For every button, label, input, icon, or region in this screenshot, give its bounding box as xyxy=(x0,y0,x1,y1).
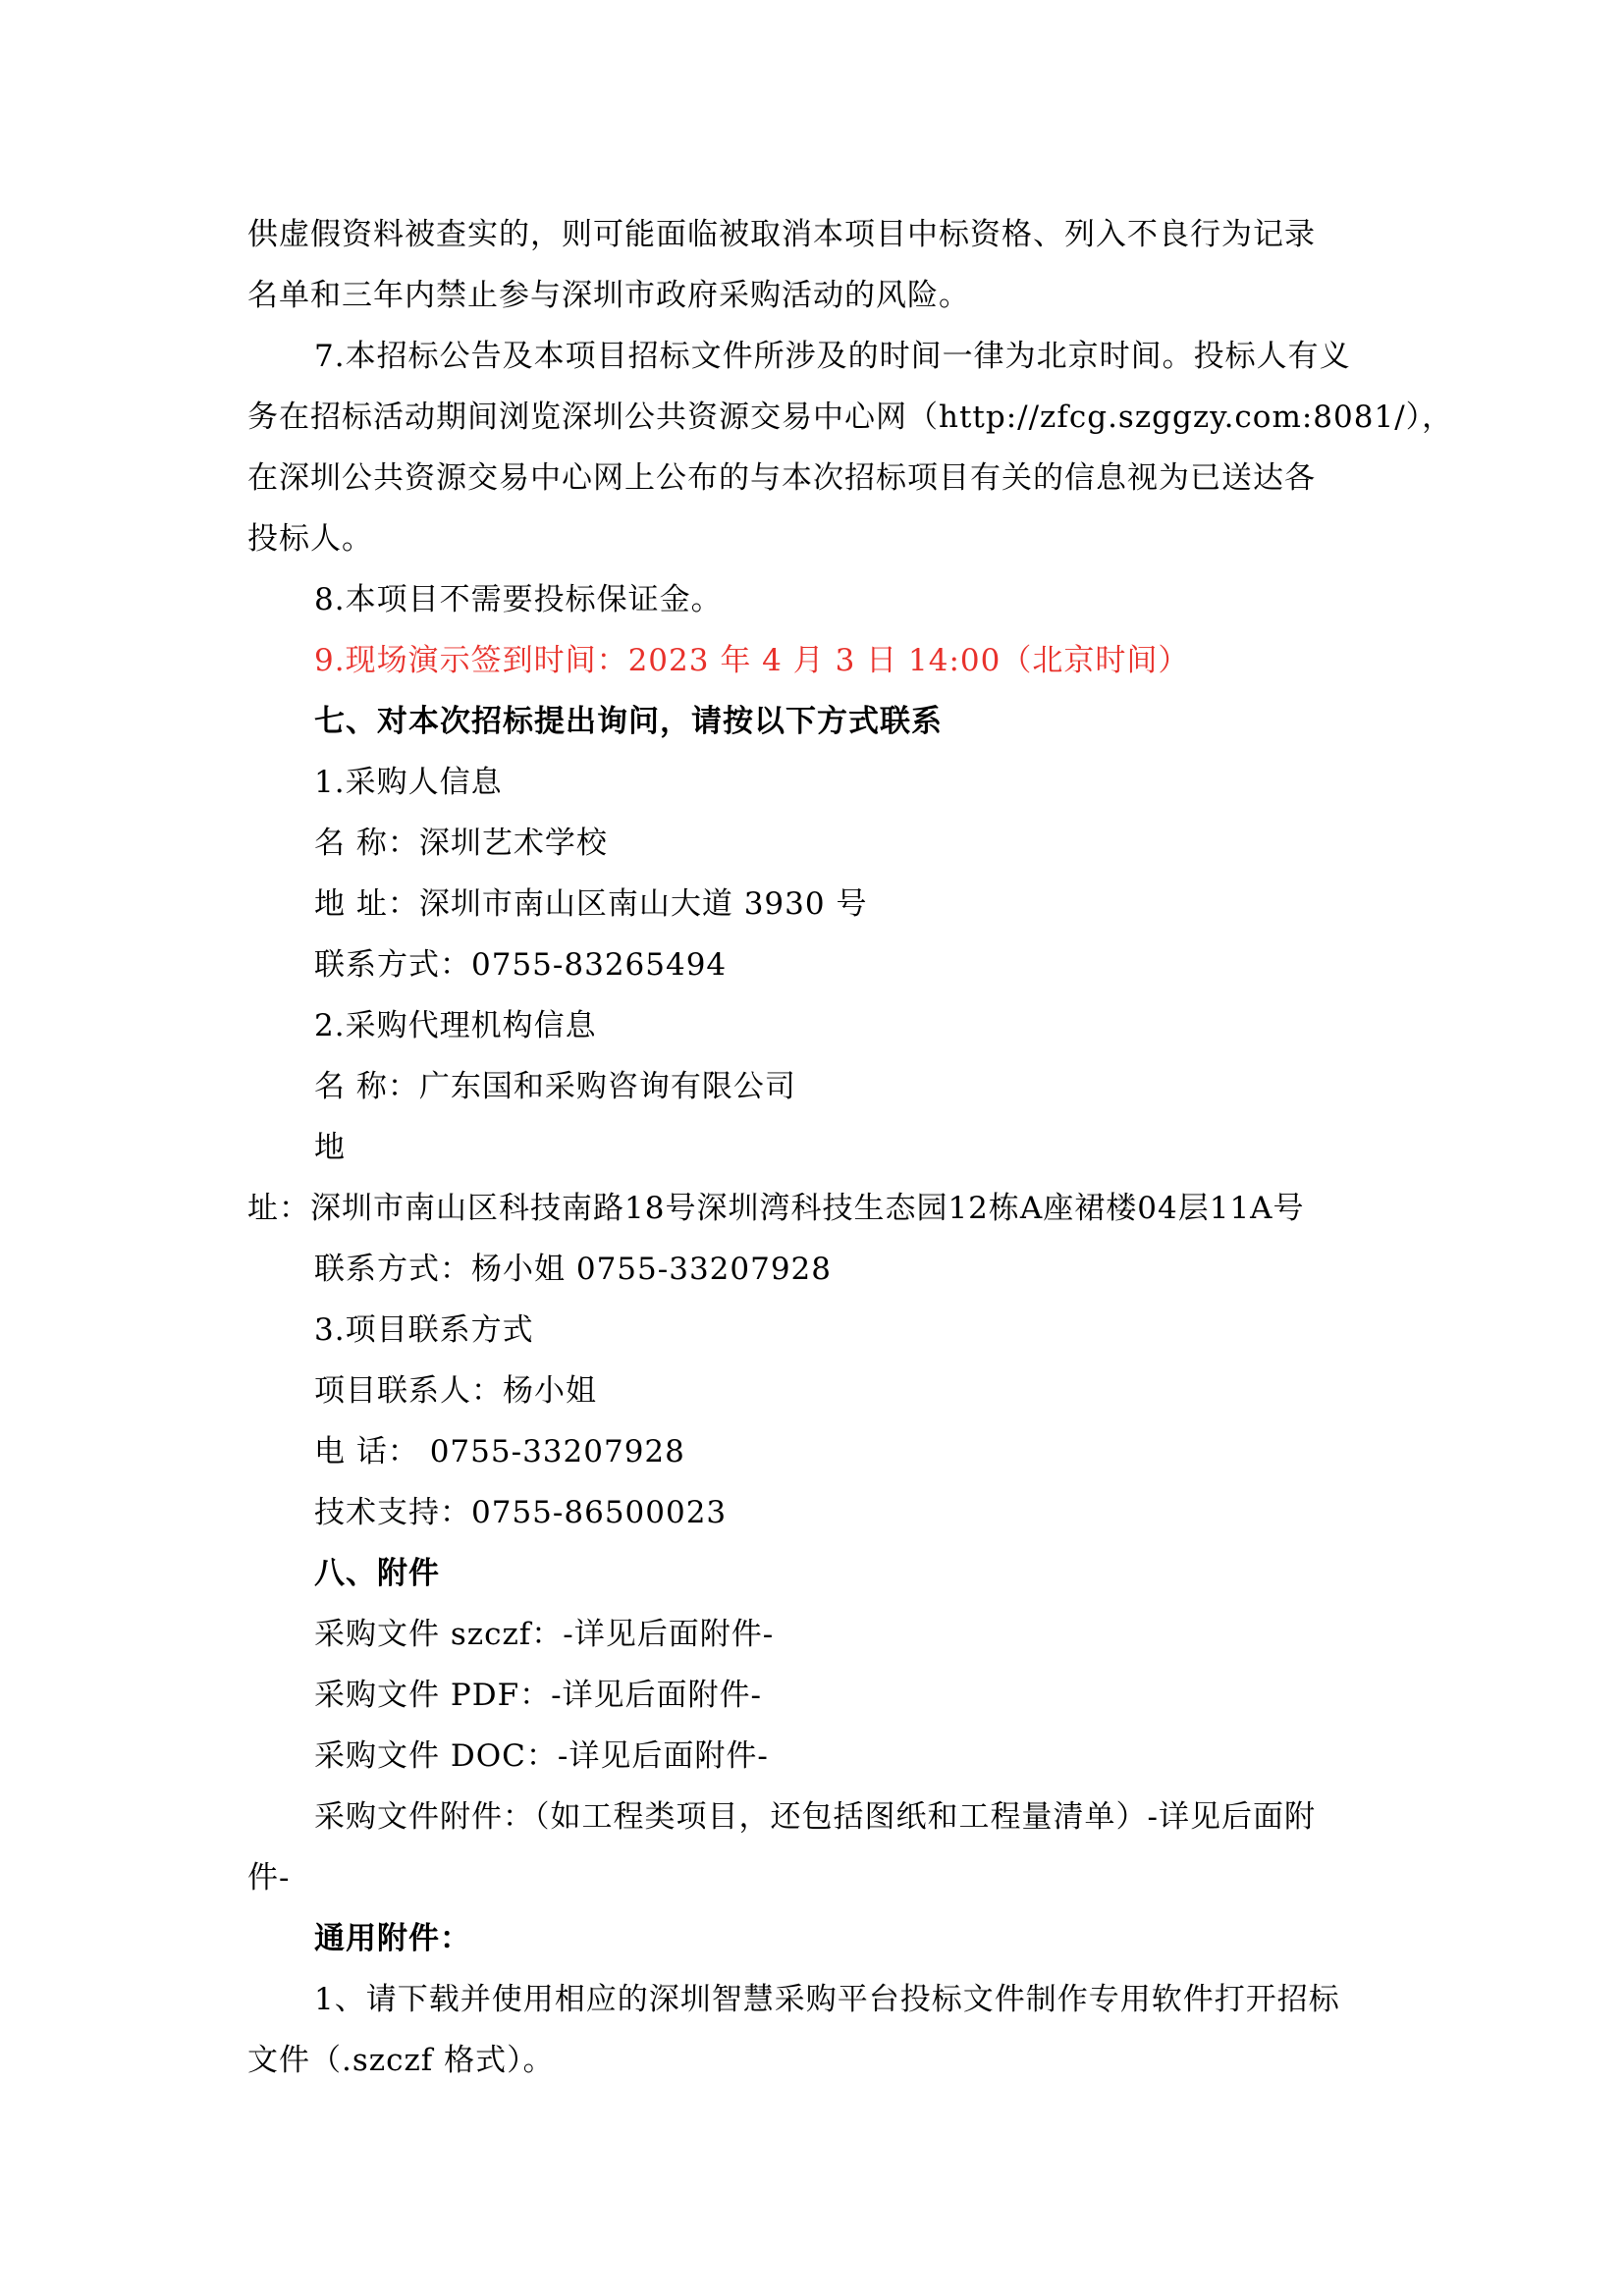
purchaser-info-title: 1.采购人信息 xyxy=(314,765,503,800)
attachment-other-line-2: 件- xyxy=(247,1860,291,1896)
project-contact-phone: 电 话： 0755-33207928 xyxy=(314,1434,685,1469)
project-contact-person: 项目联系人：杨小姐 xyxy=(314,1373,597,1409)
purchaser-contact: 联系方式：0755-83265494 xyxy=(314,947,728,983)
paragraph-9-signin-time: 9.现场演示签到时间：2023 年 4 月 3 日 14:00（北京时间） xyxy=(314,643,1190,678)
agency-name: 名 称：广东国和采购咨询有限公司 xyxy=(314,1069,796,1104)
paragraph-6-continued-line-2: 名单和三年内禁止参与深圳市政府采购活动的风险。 xyxy=(247,278,970,313)
agency-address: 址：深圳市南山区科技南路18号深圳湾科技生态园12栋A座裙楼04层11A号 xyxy=(247,1191,1305,1226)
general-item-1-line-2: 文件（.szczf 格式）。 xyxy=(247,2043,555,2078)
section-7-heading: 七、对本次招标提出询问，请按以下方式联系 xyxy=(314,704,943,739)
general-item-1-line-1: 1、请下载并使用相应的深圳智慧采购平台投标文件制作专用软件打开招标 xyxy=(314,1982,1340,2017)
agency-address-label: 地 xyxy=(314,1130,346,1165)
purchaser-address: 地 址：深圳市南山区南山大道 3930 号 xyxy=(314,886,868,922)
project-contact-title: 3.项目联系方式 xyxy=(314,1312,534,1348)
paragraph-8: 8.本项目不需要投标保证金。 xyxy=(314,582,723,617)
paragraph-7-line-1: 7.本招标公告及本项目招标文件所涉及的时间一律为北京时间。投标人有义 xyxy=(314,339,1351,374)
paragraph-7-line-4: 投标人。 xyxy=(247,521,373,557)
paragraph-6-continued-line-1: 供虚假资料被查实的，则可能面临被取消本项目中标资格、列入不良行为记录 xyxy=(247,217,1316,252)
attachment-pdf: 采购文件 PDF：-详见后面附件- xyxy=(314,1678,763,1713)
agency-info-title: 2.采购代理机构信息 xyxy=(314,1008,597,1043)
attachment-doc: 采购文件 DOC：-详见后面附件- xyxy=(314,1738,769,1774)
attachment-szczf: 采购文件 szczf：-详见后面附件- xyxy=(314,1617,775,1652)
paragraph-7-line-3: 在深圳公共资源交易中心网上公布的与本次招标项目有关的信息视为已送达各 xyxy=(247,460,1316,496)
section-8-heading: 八、附件 xyxy=(314,1556,440,1591)
general-attachments-heading: 通用附件： xyxy=(314,1921,471,1956)
paragraph-7-line-2: 务在招标活动期间浏览深圳公共资源交易中心网（http://zfcg.szggzy.com:8081/）， xyxy=(247,400,1454,435)
attachment-other-line-1: 采购文件附件：（如工程类项目，还包括图纸和工程量清单）-详见后面附 xyxy=(314,1799,1316,1835)
technical-support: 技术支持：0755-86500023 xyxy=(314,1495,728,1530)
purchaser-name: 名 称：深圳艺术学校 xyxy=(314,826,608,861)
agency-contact: 联系方式：杨小姐 0755-33207928 xyxy=(314,1252,833,1287)
